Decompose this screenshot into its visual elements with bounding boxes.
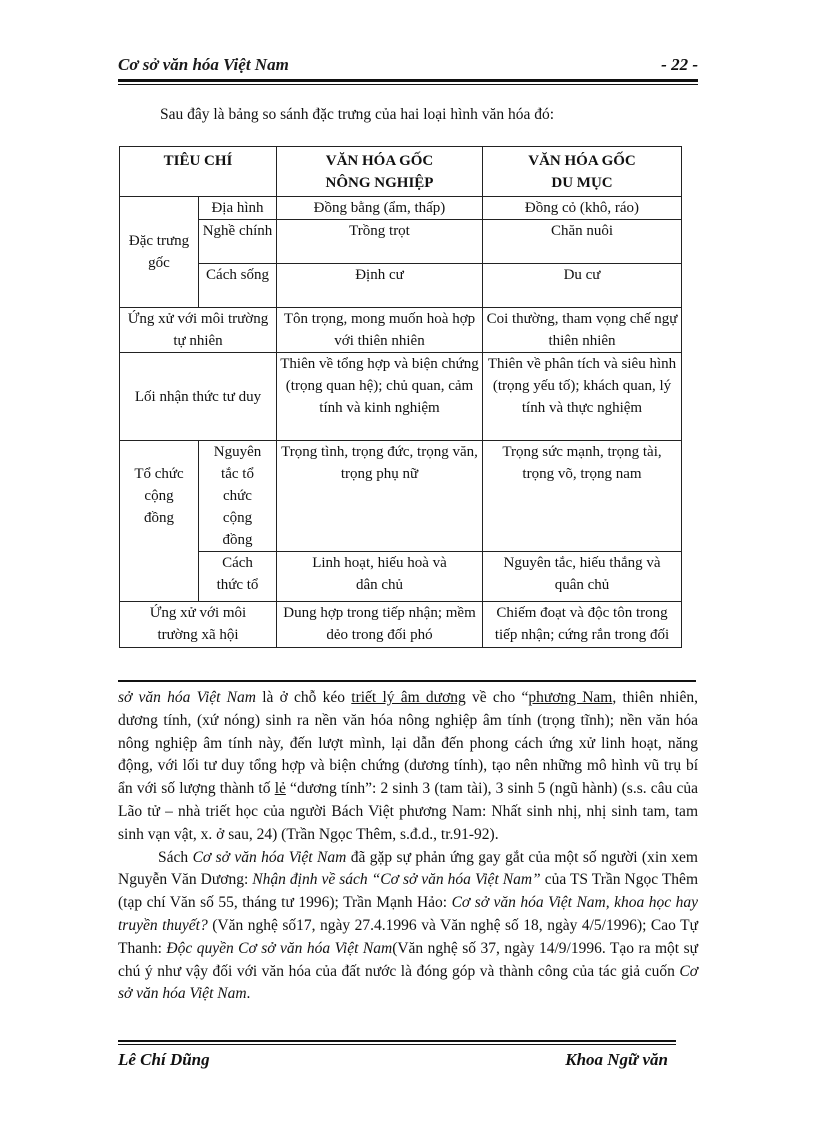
row-terrain-label: Địa hình (199, 197, 277, 220)
row-terrain-agri: Đồng bằng (ẩm, thấp) (277, 197, 483, 220)
row-method-nomad: Nguyên tắc, hiếu thắng và quân chủ (483, 552, 682, 602)
footnote-separator (118, 680, 696, 682)
page-footer (118, 1040, 698, 1080)
row-lifestyle-agri: Định cư (277, 264, 483, 308)
row-occupation-nomad: Chăn nuôi (483, 220, 682, 264)
footnote-text (118, 687, 698, 1006)
comparison-table (119, 146, 682, 648)
header-rule (118, 79, 698, 82)
group-community: Tổ chức cộng đồng (120, 441, 199, 602)
row-society-nomad: Chiếm đoạt và độc tôn trong tiếp nhận; cứng rắn trong đối (483, 602, 682, 648)
row-thinking-agri: Thiên về tổng hợp và biện chứng (trọng quan hệ); chủ quan, cảm tính và kinh nghiệm (277, 353, 483, 441)
header-criteria: TIÊU CHÍ (120, 147, 277, 197)
row-lifestyle-nomad: Du cư (483, 264, 682, 308)
footnote-paragraph-1: sở văn hóa Việt Nam là ở chỗ kéo triết lý âm dương về cho “phương Nam, thiên nhiên, dương tính, (xứ nóng) sinh ra nền văn hóa nông nghiệp âm tính (trọng tĩnh); nền văn hóa nông nghiệp âm tính này, đến lượt mình, lại dẫn đến phong cách ứng xử linh hoạt, năng động, với lối tư duy tổng hợp và biện chứng (dương tính), tạo nên những mô hình vũ trụ bí ẩn với số lượng thành tố lẻ “dương tính”: 2 sinh 3 (tam tài), 3 sinh 5 (ngũ hành) (s.s. câu của Lão tử – nhà triết học của người Bách Việt phương Nam: Nhất sinh nhị, nhị sinh tam, tam sinh vạn vật, x. ở sau, 24) (Trần Ngọc Thêm, s.đ.d., tr.91-92). (118, 689, 698, 843)
intro-sentence: Sau đây là bảng so sánh đặc trưng của hai loại hình văn hóa đó: (160, 106, 555, 123)
row-principle-label: Nguyên tắc tổ chức cộng đồng (199, 441, 277, 552)
footer-faculty: Khoa Ngữ văn (565, 1050, 668, 1069)
row-occupation-label: Nghề chính (199, 220, 277, 264)
group-origin: Đặc trưng gốc (120, 197, 199, 308)
row-principle-nomad: Trọng sức mạnh, trọng tài, trọng võ, trọng nam (483, 441, 682, 552)
row-lifestyle-label: Cách sống (199, 264, 277, 308)
header-rule-thin (118, 84, 698, 85)
row-principle-agri: Trọng tình, trọng đức, trọng văn, trọng phụ nữ (277, 441, 483, 552)
row-society-agri: Dung hợp trong tiếp nhận; mềm dẻo trong đối phó (277, 602, 483, 648)
footnote-paragraph-2: Sách Cơ sở văn hóa Việt Nam đã gặp sự phản ứng gay gắt của một số người (xin xem Nguyễn Văn Dương: Nhận định về sách “Cơ sở văn hóa Việt Nam” của TS Trần Ngọc Thêm (tạp chí Văn số 55, tháng tư 1996); Trần Mạnh Hảo: Cơ sở văn hóa Việt Nam, khoa học hay truyền thuyết? (Văn nghệ số17, ngày 27.4.1996 và Văn nghệ số 18, ngày 4/5/1996); Cao Tự Thanh: Độc quyền Cơ sở văn hóa Việt Nam(Văn nghệ số 37, ngày 14/9/1996. Tạo ra một sự chú ý như vậy đối với văn hóa của đất nước là đóng góp và thành công của tác giả cuốn Cơ sở văn hóa Việt Nam. (118, 848, 699, 1003)
row-nature-agri: Tôn trọng, mong muốn hoà hợp với thiên nhiên (277, 308, 483, 353)
header-title: Cơ sở văn hóa Việt Nam (118, 55, 289, 74)
header-nomadic: VĂN HÓA GỐC DU MỤC (483, 147, 682, 197)
page-number: - 22 - (661, 55, 698, 74)
row-method-agri: Linh hoạt, hiếu hoà và dân chủ (277, 552, 483, 602)
row-thinking-label: Lối nhận thức tư duy (120, 353, 277, 441)
row-nature-label: Ứng xử với môi trường tự nhiên (120, 308, 277, 353)
row-society-label: Ứng xử với môi trường xã hội (120, 602, 277, 648)
row-thinking-nomad: Thiên về phân tích và siêu hình (trọng yếu tố); khách quan, lý tính và thực nghiệm (483, 353, 682, 441)
row-occupation-agri: Trồng trọt (277, 220, 483, 264)
footer-rule (118, 1040, 676, 1042)
page-header (118, 55, 698, 77)
row-nature-nomad: Coi thường, tham vọng chế ngự thiên nhiên (483, 308, 682, 353)
header-agricultural: VĂN HÓA GỐC NÔNG NGHIỆP (277, 147, 483, 197)
row-terrain-nomad: Đồng cỏ (khô, ráo) (483, 197, 682, 220)
row-method-label: Cách thức tổ (199, 552, 277, 602)
footer-rule-thin (118, 1044, 676, 1045)
footer-author: Lê Chí Dũng (118, 1050, 210, 1069)
